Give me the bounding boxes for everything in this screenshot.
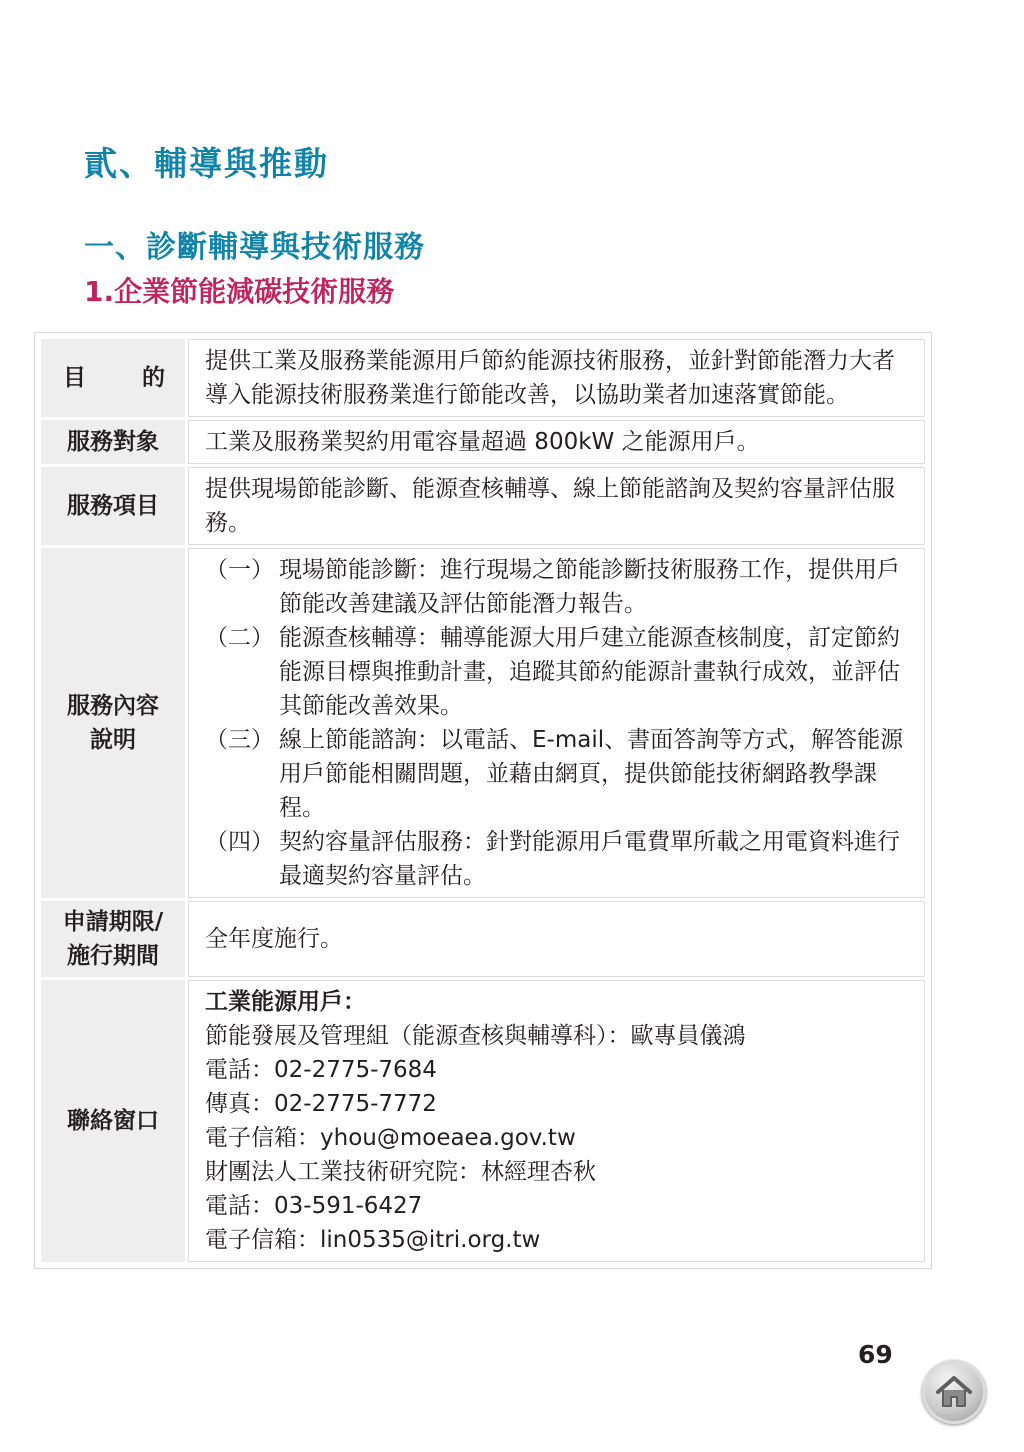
list-item-number: （四） [205, 829, 274, 855]
content-contact [188, 980, 925, 1262]
label-description-line1: 服務內容 [67, 693, 159, 719]
row-contact [41, 980, 925, 1262]
list-item-text: 線上節能諮詢：以電話、E-mail、書面答詢等方式，解答能源用戶節能相關問題，並藉由網頁，提供節能技術網路教學課程。 [279, 727, 904, 821]
contact-line: 財團法人工業技術研究院：林經理杏秋 [205, 1159, 596, 1185]
row-description [41, 548, 925, 898]
content-description [188, 548, 925, 898]
content-period: 全年度施行。 [188, 901, 925, 977]
label-purpose-right: 的 [142, 365, 165, 391]
list-item [205, 553, 912, 621]
home-icon [934, 1372, 974, 1412]
row-target [41, 420, 925, 464]
label-contact: 聯絡窗口 [41, 980, 185, 1262]
service-info-table [34, 332, 932, 1269]
list-item-text: 現場節能診斷：進行現場之節能診斷技術服務工作，提供用戶節能改善建議及評估節能潛力報告。 [279, 557, 900, 617]
label-period-line2: 施行期間 [67, 943, 159, 969]
row-period [41, 901, 925, 977]
list-item-text: 契約容量評估服務：針對能源用戶電費單所載之用電資料進行最適契約容量評估。 [279, 829, 900, 889]
label-period-line1: 申請期限/ [62, 909, 164, 935]
label-purpose [41, 339, 185, 417]
label-period [41, 901, 185, 977]
page-number: 69 [858, 1340, 893, 1369]
contact-line: 節能發展及管理組（能源查核與輔導科）：歐專員儀鴻 [205, 1023, 746, 1049]
row-services [41, 467, 925, 545]
item-title: 1.企業節能減碳技術服務 [84, 275, 395, 308]
contact-email: 電子信箱：yhou@moeaea.gov.tw [205, 1125, 576, 1151]
contact-email: 電子信箱：lin0535@itri.org.tw [205, 1227, 541, 1253]
home-button[interactable] [922, 1360, 986, 1424]
contact-fax: 傳真：02-2775-7772 [205, 1091, 437, 1117]
label-services: 服務項目 [41, 467, 185, 545]
list-item-number: （一） [205, 557, 274, 583]
list-item-text: 能源查核輔導：輔導能源大用戶建立能源查核制度，訂定節約能源目標與推動計畫，追蹤其節約能源計畫執行成效，並評估其節能改善效果。 [279, 625, 900, 719]
label-description [41, 548, 185, 898]
label-target: 服務對象 [41, 420, 185, 464]
service-table [38, 336, 928, 1265]
label-description-line2: 說明 [90, 727, 136, 753]
content-purpose: 提供工業及服務業能源用戶節約能源技術服務，並針對節能潛力大者導入能源技術服務業進行節能改善，以協助業者加速落實節能。 [188, 339, 925, 417]
contact-phone: 電話：03-591-6427 [205, 1193, 423, 1219]
list-item [205, 621, 912, 723]
list-item-number: （二） [205, 625, 274, 651]
list-item [205, 825, 912, 893]
row-purpose [41, 339, 925, 417]
list-item [205, 723, 912, 825]
content-services: 提供現場節能診斷、能源查核輔導、線上節能諮詢及契約容量評估服務。 [188, 467, 925, 545]
list-item-number: （三） [205, 727, 274, 753]
contact-heading: 工業能源用戶： [205, 989, 366, 1015]
subsection-title: 一、診斷輔導與技術服務 [84, 230, 425, 265]
label-purpose-left: 目 [63, 365, 86, 391]
section-title: 貳、輔導與推動 [84, 144, 329, 183]
content-target: 工業及服務業契約用電容量超過 800kW 之能源用戶。 [188, 420, 925, 464]
contact-phone: 電話：02-2775-7684 [205, 1057, 437, 1083]
